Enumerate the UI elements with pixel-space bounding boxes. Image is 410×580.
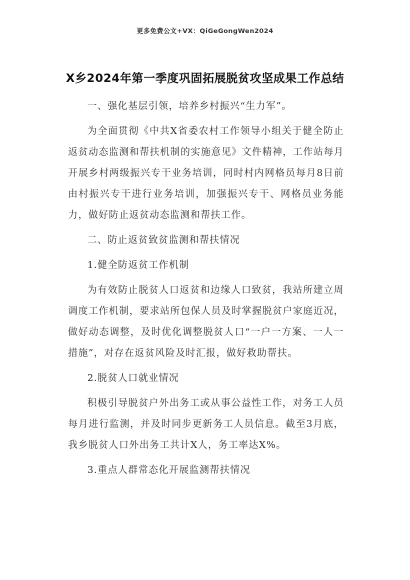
subheading-2: 2.脱贫人口就业情况 [87, 373, 180, 384]
document-title: X乡2024年第一季度巩固拓展脱贫攻坚成果工作总结 [65, 71, 345, 85]
subheading-3: 3.重点人群常态化开展监测帮扶情况 [87, 465, 251, 476]
paragraph-1: 为全面贯彻《中共X省委农村工作领导小组关于健全防止返贫动态监测和帮扶机制的实施意见》文件精神，工作站每月开展乡村两级振兴专干业务培训，同时村内网格员每月8日前由村振兴专干进行业务培训，加强振兴专干、网格员业务能力，做好防止返贫动态监测和帮扶工作。 [68, 126, 344, 221]
section-heading-1: 一、强化基层引领，培养乡村振兴“生力军”。 [87, 101, 292, 112]
section-heading-2: 二、防止返贫致贫监测和帮扶情况 [87, 235, 241, 246]
subheading-1: 1.健全防返贫工作机制 [87, 260, 190, 271]
paragraph-2: 为有效防止脱贫人口返贫和边缘人口致贫，我站所建立周调度工作机制，要求站所包保人员及时掌握脱贫户家庭近况，做好动态调整，及时优化调整脱贫人口“一户一方案、一人一措施”，对存在返贫风险及时汇报，做好救助帮扶。 [68, 285, 344, 359]
document-body [68, 96, 344, 481]
paragraph-3: 积极引导脱贫户外出务工或从事公益性工作，对务工人员每月进行监测，并及时同步更新务工人员信息。截至3月底，我乡脱贫人口外出务工共计X人，务工率达X%。 [68, 398, 344, 451]
header-note: 更多免费公文+VX：QiGeGongWen2024 [136, 27, 274, 35]
